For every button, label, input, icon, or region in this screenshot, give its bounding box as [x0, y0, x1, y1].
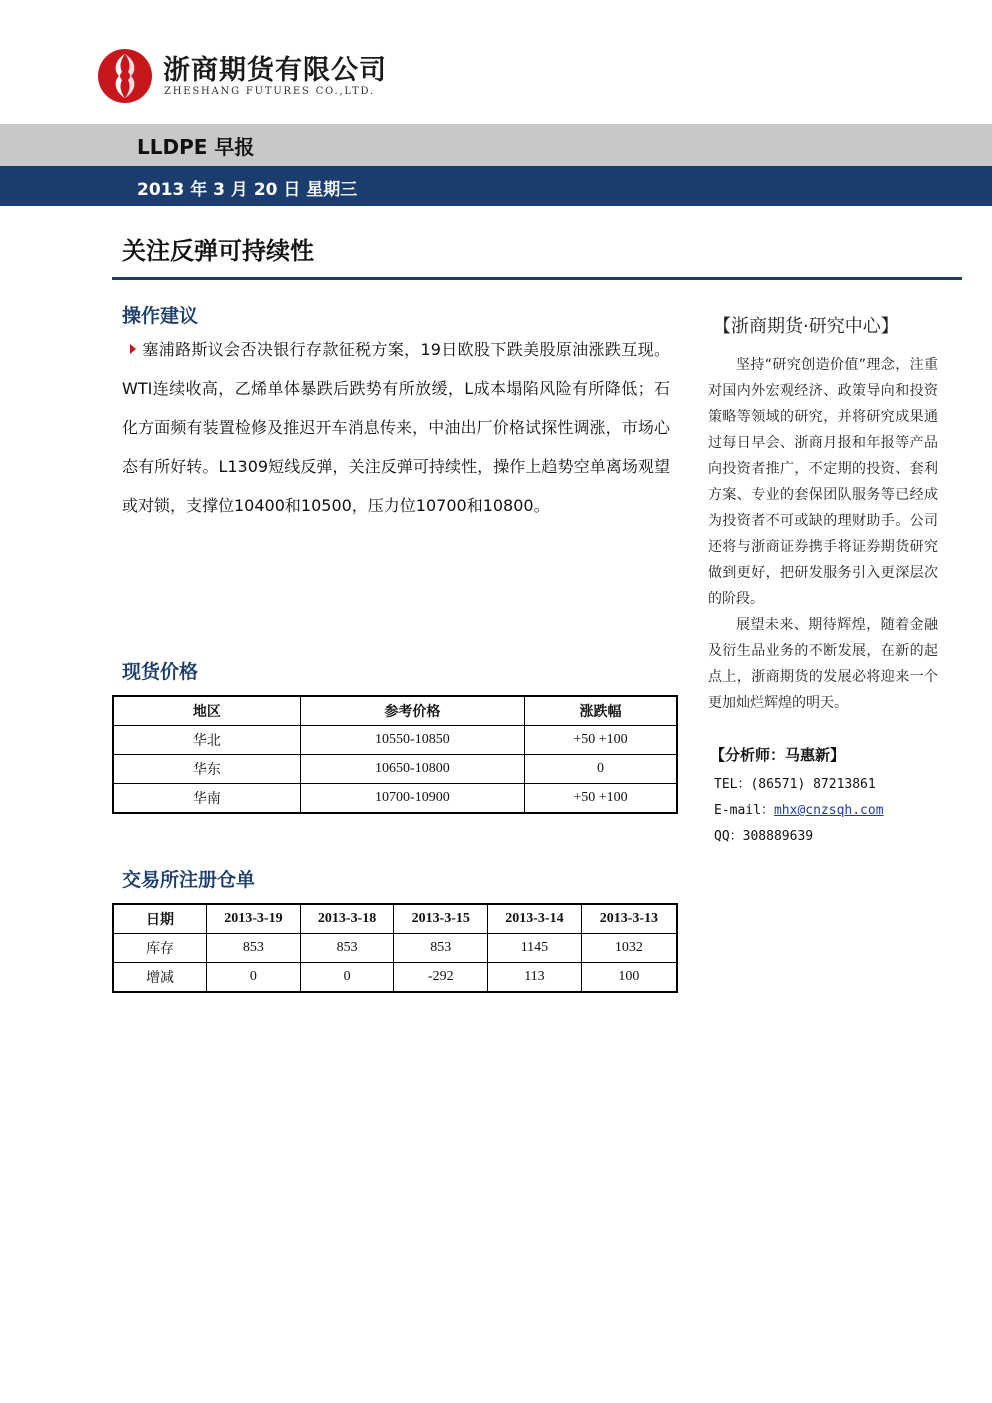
spot-price-table [112, 695, 678, 814]
value-cell: 853 [300, 934, 394, 963]
value-cell: 853 [207, 934, 301, 963]
advice-heading: 操作建议 [122, 305, 199, 327]
value-cell: 100 [581, 963, 677, 993]
analyst-qq: QQ：308889639 [714, 829, 814, 844]
change-cell: +50 +100 [524, 726, 677, 755]
change-cell: 0 [524, 755, 677, 784]
value-cell: 0 [207, 963, 301, 993]
column-header: 参考价格 [300, 696, 524, 726]
column-header: 2013-3-15 [394, 904, 488, 934]
price-cell: 10700-10900 [300, 784, 524, 814]
headline: 关注反弹可持续性 [122, 237, 314, 265]
region-cell: 华东 [113, 755, 300, 784]
column-header: 涨跌幅 [524, 696, 677, 726]
sidebar-body [708, 352, 938, 716]
table-header-row [113, 696, 677, 726]
row-label: 库存 [113, 934, 207, 963]
report-title: LLDPE 早报 [137, 135, 255, 159]
change-cell: +50 +100 [524, 784, 677, 814]
value-cell: 853 [394, 934, 488, 963]
value-cell: -292 [394, 963, 488, 993]
table-row [113, 784, 677, 814]
warrants-heading: 交易所注册仓单 [122, 869, 256, 891]
company-name-cn: 浙商期货有限公司 [163, 55, 387, 86]
price-cell: 10650-10800 [300, 755, 524, 784]
analyst-tel: TEL：(86571) 87213861 [714, 777, 876, 792]
headline-divider [112, 277, 962, 280]
sidebar-paragraph: 展望未来、期待辉煌，随着金融及衍生品业务的不断发展，在新的起点上，浙商期货的发展必将迎来一个更加灿烂辉煌的明天。 [708, 617, 938, 711]
table-row [113, 726, 677, 755]
warrants-table [112, 903, 678, 993]
column-header: 地区 [113, 696, 300, 726]
price-cell: 10550-10850 [300, 726, 524, 755]
value-cell: 113 [488, 963, 582, 993]
value-cell: 1032 [581, 934, 677, 963]
sidebar-title: 【浙商期货·研究中心】 [713, 316, 899, 337]
column-header: 2013-3-19 [207, 904, 301, 934]
company-logo-icon [97, 48, 153, 104]
region-cell: 华南 [113, 784, 300, 814]
table-row [113, 755, 677, 784]
column-header: 2013-3-13 [581, 904, 677, 934]
column-header: 2013-3-18 [300, 904, 394, 934]
advice-text: 塞浦路斯议会否决银行存款征税方案，19日欧股下跌美股原油涨跌互现。WTI连续收高，乙烯单体暴跌后跌势有所放缓，L成本塌陷风险有所降低；石化方面频有装置检修及推迟开车消息传来，中油出厂价格试探性调涨，市场心态有所好转。L1309短线反弹，关注反弹可持续性，操作上趋势空单离场观望或对锁，支撑位10400和10500，压力位10700和10800。 [122, 340, 670, 515]
table-row [113, 963, 677, 993]
email-label: E-mail： [714, 803, 774, 818]
value-cell: 0 [300, 963, 394, 993]
analyst-title: 【分析师：马惠新】 [710, 746, 846, 764]
company-name-en: ZHESHANG FUTURES CO.,LTD. [164, 86, 375, 97]
sidebar-paragraph: 坚持“研究创造价值”理念，注重对国内外宏观经济、政策导向和投资策略等领域的研究，并将研究成果通过每日早会、浙商月报和年报等产品向投资者推广，不定期的投资、套利方案、专业的套保团队服务等已经成为投资者不可或缺的理财助手。公司还将与浙商证券携手将证券期货研究做到更好，把研发服务引入更深层次的阶段。 [708, 357, 938, 607]
analyst-email-line [714, 799, 884, 818]
region-cell: 华北 [113, 726, 300, 755]
bullet-arrow-icon [130, 344, 136, 354]
spot-heading: 现货价格 [122, 661, 199, 683]
column-header: 2013-3-14 [488, 904, 582, 934]
email-link[interactable]: mhx@cnzsqh.com [773, 803, 884, 818]
value-cell: 1145 [488, 934, 582, 963]
table-row [113, 934, 677, 963]
row-label: 增减 [113, 963, 207, 993]
table-header-row [113, 904, 677, 934]
report-date: 2013 年 3 月 20 日 星期三 [137, 180, 358, 200]
advice-paragraph [122, 330, 670, 525]
column-header: 日期 [113, 904, 207, 934]
